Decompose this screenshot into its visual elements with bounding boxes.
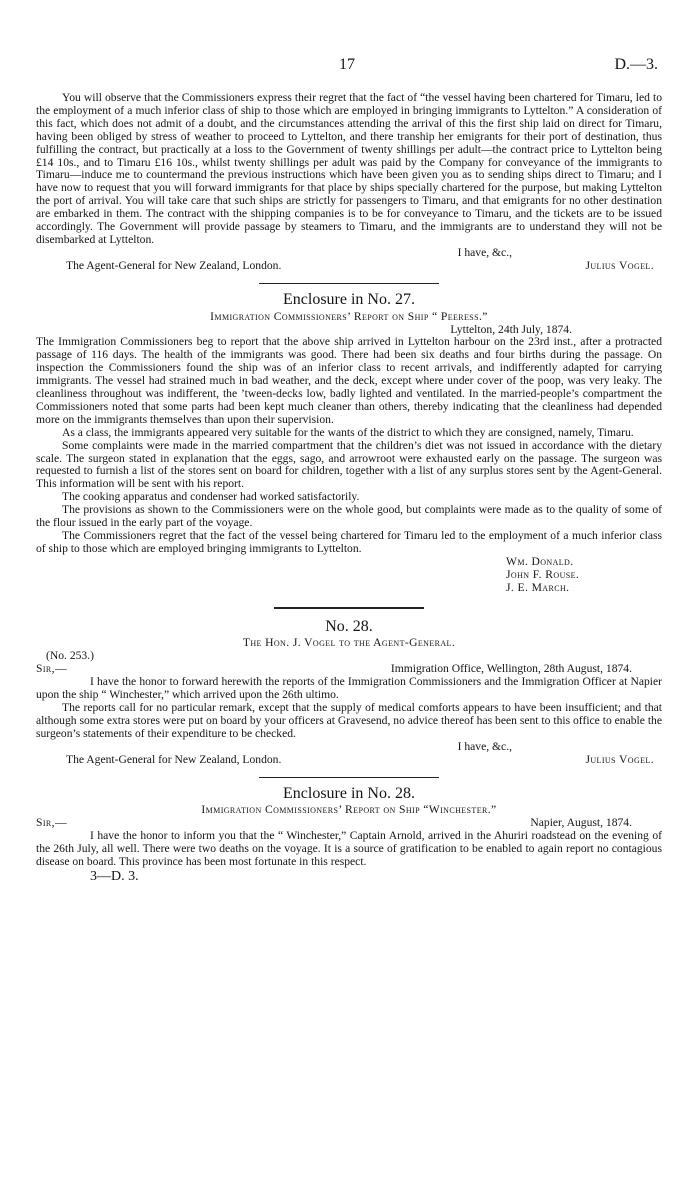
enclosure-27-paragraph: The Commissioners regret that the fact of the vessel being chartered for Timaru led to the employment of a much inferior class of ship to those which are employed bringing immigrants to Lyttelton. bbox=[36, 529, 662, 555]
enclosure-27-paragraph: The provisions as shown to the Commissioners were on the whole good, but complaints were made as to the quality of some of the flour issued in the early part of the voyage. bbox=[36, 503, 662, 530]
enclosure-27-subtitle: Immigration Commissioners’ Report on Ship “ Peeress.” bbox=[210, 309, 488, 323]
signatory-name: J. E. March. bbox=[506, 580, 570, 594]
enclosure-27-title: Enclosure in No. 27. bbox=[283, 290, 415, 308]
no-28-date: Immigration Office, Wellington, 28th August, 1874. bbox=[390, 662, 632, 676]
series-number: D.—3. bbox=[614, 56, 658, 73]
letter-signature: Julius Vogel. bbox=[585, 258, 654, 272]
letter-sign-line bbox=[66, 260, 654, 273]
no-28-title: No. 28. bbox=[325, 617, 373, 635]
no-28-sign-line bbox=[66, 754, 654, 767]
no-28-addressee: The Agent-General for New Zealand, London. bbox=[66, 752, 282, 766]
enclosure-27-date: Lyttelton, 24th July, 1874. bbox=[450, 322, 572, 336]
enclosure-28-paragraph: I have the honor to inform you that the “ Winchester,” Captain Arnold, arrived in the Ahuriri roadstead on the evening of the 26th July, all well. There were two deaths on the voyage. It is a source of gratification to be enabled to again report no contagious disease on board. This province has been most fortunate in this respect. bbox=[36, 829, 662, 869]
no-28-signature: Julius Vogel. bbox=[585, 752, 654, 766]
section-rule bbox=[259, 777, 439, 778]
page-header bbox=[36, 56, 658, 78]
letter-addressee: The Agent-General for New Zealand, London. bbox=[66, 258, 282, 272]
enclosure-28-subtitle: Immigration Commissioners’ Report on Ship “Winchester.” bbox=[201, 803, 497, 817]
signatory-name: John F. Rouse. bbox=[506, 567, 580, 581]
section-rule-thick bbox=[274, 607, 424, 609]
no-28-paragraph: The reports call for no particular remark, except that the supply of medical comforts appears to have been insufficient; and that although some extra stores were put on board by your officers at Gravesend, no advice thereof has been sent to this office to enable the surgeon’s statements of their expenditure to be checked. bbox=[36, 700, 662, 740]
letter-closing: I have, &c., bbox=[457, 245, 512, 259]
enclosure-28-salutation: Sir,— bbox=[36, 816, 67, 830]
page-number: 17 bbox=[339, 56, 355, 73]
enclosure-27-paragraph: The cooking apparatus and condenser had worked satisfactorily. bbox=[62, 490, 360, 504]
section-rule bbox=[259, 283, 439, 284]
no-28-subtitle: The Hon. J. Vogel to the Agent-General. bbox=[242, 636, 456, 650]
no-28-closing: I have, &c., bbox=[457, 739, 512, 753]
no-28-ref: (No. 253.) bbox=[46, 649, 94, 663]
page-body bbox=[36, 92, 662, 884]
enclosure-28-date: Napier, August, 1874. bbox=[530, 816, 632, 830]
no-28-salutation: Sir,— bbox=[36, 662, 67, 676]
no-28-paragraph: I have the honor to forward herewith the reports of the Immigration Commissioners and the Immigration Officer at Napier upon the ship “ Winchester,” which arrived upon the 26th ultimo. bbox=[36, 675, 662, 702]
signatory-name: Wm. Donald. bbox=[506, 554, 574, 568]
enclosure-27-paragraph: Some complaints were made in the married compartment that the children’s diet was not issued in accordance with the dietary scale. The surgeon stated in explanation that the eggs, sago, and arrowroot were exhausted early on the passage. The surgeon was requested to furnish a list of the stores sent on board for children, together with a list of any surplus stores sent by the Agent-General. This information will be sent with his report. bbox=[36, 438, 662, 491]
enclosure-27-paragraph: As a class, the immigrants appeared very suitable for the wants of the district to which they are consigned, namely, Timaru. bbox=[62, 425, 634, 439]
enclosure-27-paragraph: The Immigration Commissioners beg to report that the above ship arrived in Lyttelton harbour on the 23rd inst., after a protracted passage of 116 days. The health of the immigrants was good. There had been six deaths and four births during the passage. On inspection the Commissioners found the ship was of an inferior class to recent arrivals, and indifferently adapted for carrying immigrants. The vessel had strained much in bad weather, and the deck, except where under cover of the poop, was very leaky. The cleanliness throughout was indifferent, the ’tween-decks low, badly lighted and ventilated. In the married-people’s compartment the Commissioners noted that some parts had been kept much cleaner than others, thereby indicating that the cleanliness had depended more on the immigrants themselves than upon their supervision. bbox=[36, 335, 662, 426]
signature-mark: 3—D. 3. bbox=[90, 868, 139, 884]
enclosure-28-title: Enclosure in No. 28. bbox=[283, 784, 415, 802]
letter-paragraph: You will observe that the Commissioners express their regret that the fact of “the vessel having been chartered for Timaru, led to the employment of a much inferior class of ship to those which are employed in bringing immigrants to Lyttelton.” A consideration of this fact, which does not admit of a doubt, and the circumstances attending the arrival of this the first ship laid on direct for Timaru, having been obliged by stress of weather to proceed to Lyttelton, and there tranship her emigrants for their port of destination, thus fulfilling the contract, but practically at a loss to the Government of twenty shillings per adult—the contract price to Lyttelton being £14 10s., and to Timaru £16 10s., whilst twenty shillings per adult was paid by the Company for conveyance of the immigrants to Timaru—induce me to countermand the previous instructions which have been given you as to sending ships direct to Timaru; and I have now to request that you will forward immigrants for that place by ships specially chartered for the purpose, but making Lyttelton the port of arrival. You will take care that such ships are strictly for passengers to Timaru, and that emigrants for no other destination are embarked in them. The contract with the shipping companies is to be for conveyance to Timaru, and the tickets are to be issued accordingly. The Government will provide passage by steamers to Timaru, and the immigrants are to understand they will not be disembarked at Lyttelton. bbox=[36, 91, 662, 246]
enclosure-27-signatories bbox=[506, 556, 662, 595]
